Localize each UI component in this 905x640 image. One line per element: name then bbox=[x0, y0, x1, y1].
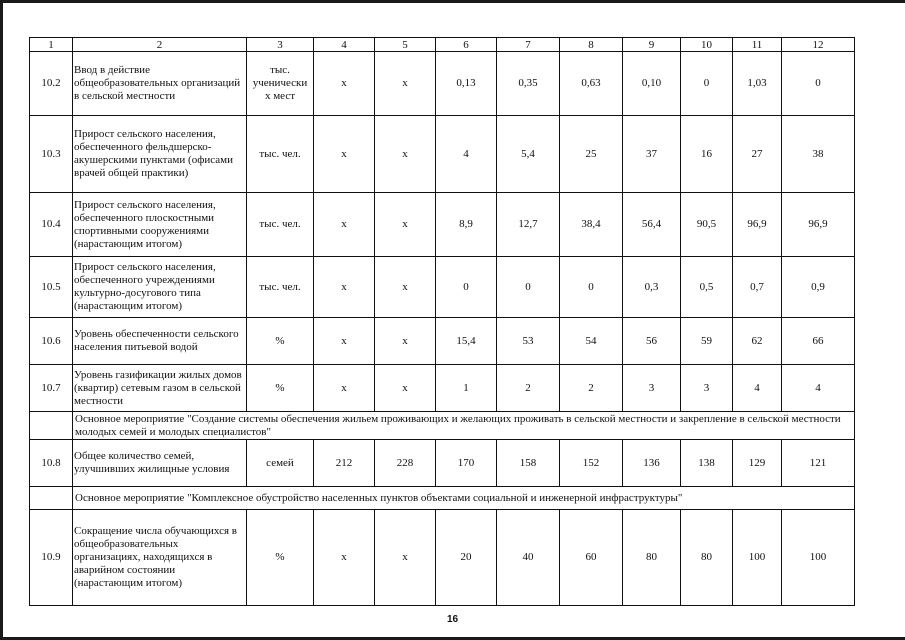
header-cell: 6 bbox=[436, 38, 497, 52]
header-cell: 8 bbox=[560, 38, 623, 52]
value-cell: x bbox=[375, 318, 436, 365]
table-row bbox=[30, 440, 855, 487]
value-cell: x bbox=[375, 193, 436, 257]
value-cell: 15,4 bbox=[436, 318, 497, 365]
value-cell: 20 bbox=[436, 510, 497, 606]
row-number: 10.4 bbox=[30, 193, 73, 257]
value-cell: x bbox=[375, 257, 436, 318]
indicator-name: Общее количество семей, улучшивших жилищные условия bbox=[73, 440, 247, 487]
value-cell: 4 bbox=[782, 365, 855, 412]
value-cell: x bbox=[314, 193, 375, 257]
table-row bbox=[30, 257, 855, 318]
value-cell: 59 bbox=[681, 318, 733, 365]
value-cell: 129 bbox=[733, 440, 782, 487]
value-cell: 136 bbox=[623, 440, 681, 487]
value-cell: 1,03 bbox=[733, 52, 782, 116]
value-cell: 4 bbox=[436, 116, 497, 193]
value-cell: x bbox=[314, 365, 375, 412]
value-cell: 54 bbox=[560, 318, 623, 365]
table-row bbox=[30, 510, 855, 606]
row-number: 10.6 bbox=[30, 318, 73, 365]
value-cell: 2 bbox=[497, 365, 560, 412]
page-edge-top bbox=[0, 0, 905, 3]
unit-cell: тыс. чел. bbox=[247, 193, 314, 257]
header-cell: 11 bbox=[733, 38, 782, 52]
value-cell: 56 bbox=[623, 318, 681, 365]
value-cell: 100 bbox=[782, 510, 855, 606]
value-cell: 0 bbox=[560, 257, 623, 318]
value-cell: 4 bbox=[733, 365, 782, 412]
indicator-name: Ввод в действие общеобразовательных организаций в сельской местности bbox=[73, 52, 247, 116]
row-number: 10.9 bbox=[30, 510, 73, 606]
value-cell: 96,9 bbox=[733, 193, 782, 257]
table-row bbox=[30, 52, 855, 116]
value-cell: x bbox=[314, 116, 375, 193]
section-blank-cell bbox=[30, 487, 73, 510]
value-cell: 0,35 bbox=[497, 52, 560, 116]
value-cell: 0 bbox=[436, 257, 497, 318]
value-cell: x bbox=[314, 318, 375, 365]
value-cell: 0,63 bbox=[560, 52, 623, 116]
value-cell: 25 bbox=[560, 116, 623, 193]
value-cell: 0,9 bbox=[782, 257, 855, 318]
row-number: 10.5 bbox=[30, 257, 73, 318]
value-cell: 3 bbox=[681, 365, 733, 412]
value-cell: x bbox=[375, 116, 436, 193]
value-cell: x bbox=[314, 52, 375, 116]
value-cell: 0,3 bbox=[623, 257, 681, 318]
value-cell: 0,13 bbox=[436, 52, 497, 116]
header-cell: 1 bbox=[30, 38, 73, 52]
unit-cell: тыс. чел. bbox=[247, 257, 314, 318]
value-cell: 12,7 bbox=[497, 193, 560, 257]
value-cell: 38,4 bbox=[560, 193, 623, 257]
value-cell: 0 bbox=[681, 52, 733, 116]
indicator-name: Прирост сельского населения, обеспеченного учреждениями культурно-досугового типа (нарастающим итогом) bbox=[73, 257, 247, 318]
page-number: 16 bbox=[446, 614, 459, 625]
indicator-name: Уровень газификации жилых домов (квартир) сетевым газом в сельской местности bbox=[73, 365, 247, 412]
table-row bbox=[30, 318, 855, 365]
value-cell: 96,9 bbox=[782, 193, 855, 257]
row-number: 10.2 bbox=[30, 52, 73, 116]
unit-cell: семей bbox=[247, 440, 314, 487]
value-cell: 3 bbox=[623, 365, 681, 412]
value-cell: x bbox=[375, 365, 436, 412]
value-cell: x bbox=[375, 52, 436, 116]
value-cell: 90,5 bbox=[681, 193, 733, 257]
table-row bbox=[30, 193, 855, 257]
section-blank-cell bbox=[30, 412, 73, 440]
indicator-name: Прирост сельского населения, обеспеченного плоскостными спортивными сооружениями (нарастающим итогом) bbox=[73, 193, 247, 257]
value-cell: 0,7 bbox=[733, 257, 782, 318]
header-cell: 3 bbox=[247, 38, 314, 52]
value-cell: 212 bbox=[314, 440, 375, 487]
section-row bbox=[30, 487, 855, 510]
value-cell: 0,10 bbox=[623, 52, 681, 116]
value-cell: 8,9 bbox=[436, 193, 497, 257]
value-cell: 27 bbox=[733, 116, 782, 193]
unit-cell: % bbox=[247, 510, 314, 606]
value-cell: 121 bbox=[782, 440, 855, 487]
value-cell: 60 bbox=[560, 510, 623, 606]
header-cell: 10 bbox=[681, 38, 733, 52]
value-cell: 152 bbox=[560, 440, 623, 487]
value-cell: 1 bbox=[436, 365, 497, 412]
value-cell: 37 bbox=[623, 116, 681, 193]
value-cell: x bbox=[314, 510, 375, 606]
value-cell: 53 bbox=[497, 318, 560, 365]
header-cell: 2 bbox=[73, 38, 247, 52]
header-cell: 9 bbox=[623, 38, 681, 52]
value-cell: 5,4 bbox=[497, 116, 560, 193]
indicators-table bbox=[29, 37, 855, 606]
indicator-name: Уровень обеспеченности сельского населения питьевой водой bbox=[73, 318, 247, 365]
value-cell: 62 bbox=[733, 318, 782, 365]
header-row bbox=[30, 38, 855, 52]
value-cell: 0,5 bbox=[681, 257, 733, 318]
value-cell: 158 bbox=[497, 440, 560, 487]
row-number: 10.7 bbox=[30, 365, 73, 412]
header-cell: 7 bbox=[497, 38, 560, 52]
row-number: 10.8 bbox=[30, 440, 73, 487]
value-cell: 0 bbox=[782, 52, 855, 116]
header-cell: 5 bbox=[375, 38, 436, 52]
unit-cell: % bbox=[247, 365, 314, 412]
section-title: Основное мероприятие "Создание системы обеспечения жильем проживающих и желающих проживать в сельской местности и закрепление в сельской местности молодых семей и молодых специалистов" bbox=[73, 412, 855, 440]
value-cell: 56,4 bbox=[623, 193, 681, 257]
value-cell: 66 bbox=[782, 318, 855, 365]
header-cell: 12 bbox=[782, 38, 855, 52]
value-cell: 138 bbox=[681, 440, 733, 487]
value-cell: 170 bbox=[436, 440, 497, 487]
value-cell: 100 bbox=[733, 510, 782, 606]
header-cell: 4 bbox=[314, 38, 375, 52]
value-cell: x bbox=[314, 257, 375, 318]
unit-cell: тыс. ученически х мест bbox=[247, 52, 314, 116]
page-edge-left bbox=[0, 0, 3, 640]
indicator-name: Прирост сельского населения, обеспеченного фельдшерско-акушерскими пунктами (офисами врачей общей практики) bbox=[73, 116, 247, 193]
unit-cell: тыс. чел. bbox=[247, 116, 314, 193]
value-cell: 16 bbox=[681, 116, 733, 193]
value-cell: 80 bbox=[623, 510, 681, 606]
value-cell: 0 bbox=[497, 257, 560, 318]
table-row bbox=[30, 365, 855, 412]
value-cell: 38 bbox=[782, 116, 855, 193]
indicator-name: Сокращение числа обучающихся в общеобразовательных организациях, находящихся в аварийном состоянии (нарастающим итогом) bbox=[73, 510, 247, 606]
value-cell: 2 bbox=[560, 365, 623, 412]
section-row bbox=[30, 412, 855, 440]
unit-cell: % bbox=[247, 318, 314, 365]
value-cell: 40 bbox=[497, 510, 560, 606]
section-title: Основное мероприятие "Комплексное обустройство населенных пунктов объектами социальной и инженерной инфраструктуры" bbox=[73, 487, 855, 510]
row-number: 10.3 bbox=[30, 116, 73, 193]
value-cell: 228 bbox=[375, 440, 436, 487]
value-cell: 80 bbox=[681, 510, 733, 606]
value-cell: x bbox=[375, 510, 436, 606]
table-row bbox=[30, 116, 855, 193]
